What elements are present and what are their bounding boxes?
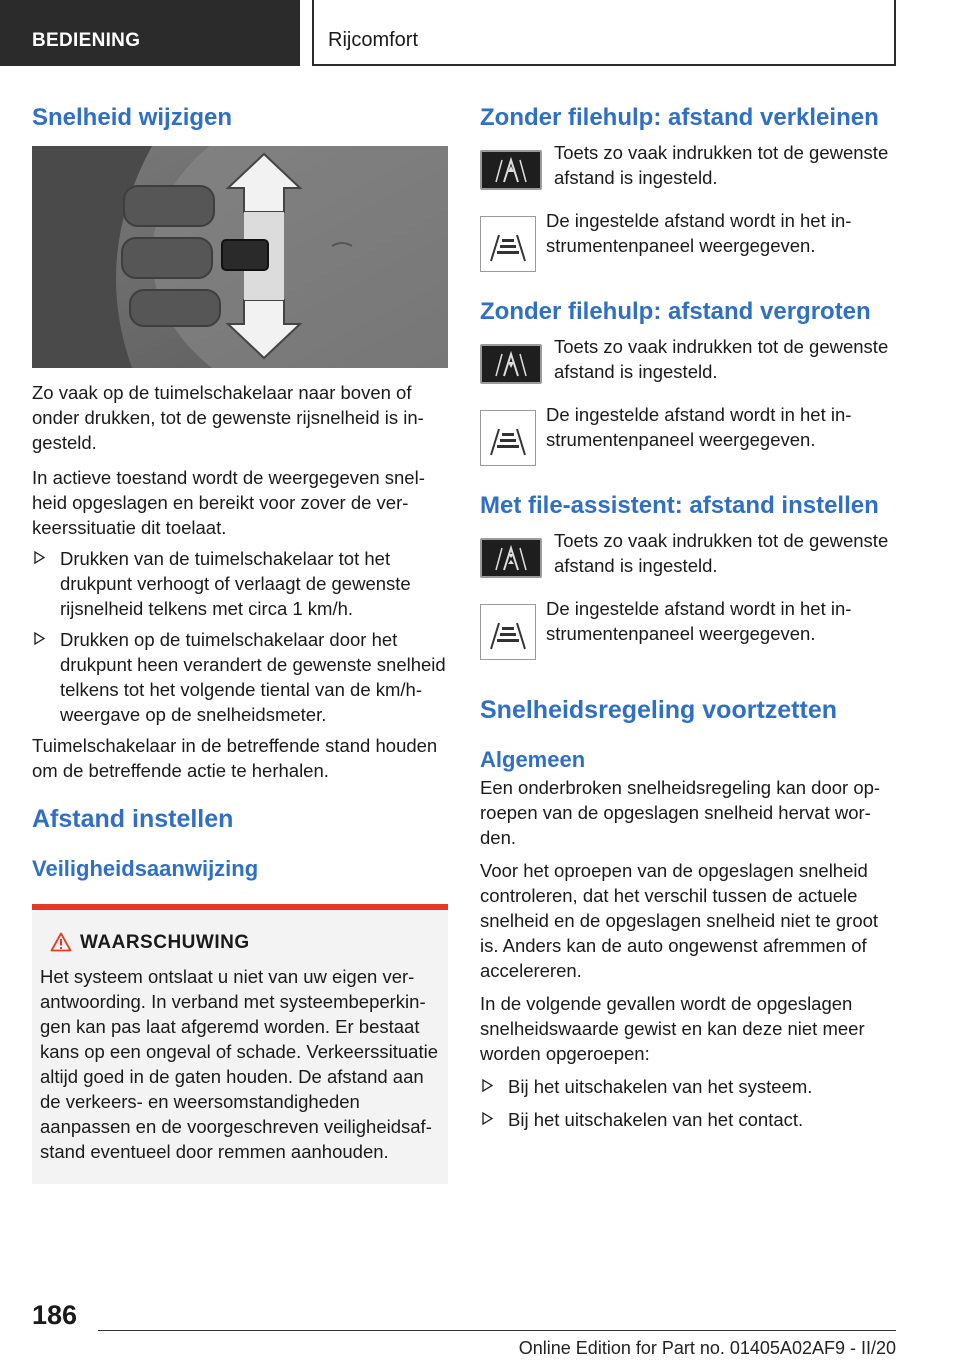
general-paragraph-3: In de volgende gevallen wordt de opgeslagen snelheidswaarde gewist en kan deze niet meer worden opgeroepen: <box>480 993 865 1064</box>
speed-paragraph-3: Tuimelschakelaar in de betreffende stand houden om de betreffende actie te herhalen. <box>32 735 438 781</box>
footer-divider <box>98 1330 896 1331</box>
speed-paragraph-2: In actieve toestand wordt de weergegeven snelheid opgeslagen en bereikt voor zover de verkeerssituatie dit toelaat. <box>32 467 425 538</box>
speed-heading: Snelheid wijzigen <box>32 104 233 131</box>
increase-distance-heading: Zonder filehulp: afstand vergroten <box>480 298 871 325</box>
speed-bullet-2-text: Drukken op de tuimelschakelaar door het drukpunt heen verandert de gewenste snelheid telkens tot het volgende tiental van de km/h-weergave op de snelheidsmeter. <box>60 629 446 725</box>
assistant-button-row <box>480 528 896 594</box>
traffic-assistant-heading: Met file-assistent: afstand instellen <box>480 492 879 519</box>
speed-paragraph-1: Zo vaak op de tuimelschakelaar naar boven of onder drukken, tot de gewenste rijsnelheid is ingesteld. <box>32 382 424 453</box>
assistant-display-row <box>480 596 896 674</box>
distance-display-icon <box>480 604 536 660</box>
general-bullet-1 <box>480 1074 896 1099</box>
increase-display-row <box>480 402 896 480</box>
general-paragraph-1: Een onderbroken snelheidsregeling kan door oproepen van de opgeslagen snelheid hervat worden. <box>480 777 881 848</box>
safety-heading: Veiligheidsaanwijzing <box>32 856 259 881</box>
speed-bullet-1 <box>32 546 448 621</box>
steering-wheel-photo <box>32 146 448 368</box>
distance-setting-button-icon <box>480 538 542 578</box>
general-paragraph-2: Voor het oproepen van de opgeslagen snelheid controleren, dat het verschil tussen de actuele snelheid en de opgeslagen snelheid niet te groot is. Anders kan de auto ongewenst afremmen of accelereren. <box>480 860 879 981</box>
increase-button-row <box>480 334 896 400</box>
steering-wheel-illustration <box>32 146 448 368</box>
header-chapter-box <box>312 0 896 66</box>
increase-button-text: Toets zo vaak indrukken tot de gewenste afstand is ingesteld. <box>554 336 889 382</box>
distance-display-icon <box>480 216 536 272</box>
general-bullet-1-text: Bij het uitschakelen van het systeem. <box>508 1076 813 1097</box>
decrease-button-row <box>480 140 896 206</box>
bullet-triangle-icon <box>34 632 45 645</box>
bullet-triangle-icon <box>34 551 45 564</box>
decrease-distance-heading: Zonder filehulp: afstand verkleinen <box>480 104 879 131</box>
warning-triangle-icon <box>50 932 72 952</box>
speed-bullet-1-text: Drukken van de tuimelschakelaar tot het drukpunt verhoogt of verlaagt de gewenste rijsnelheid telkens met circa 1 km/h. <box>60 548 411 619</box>
bullet-triangle-icon <box>482 1079 493 1092</box>
warning-title-text: WAARSCHUWING <box>80 932 250 953</box>
warning-text: Het systeem ontslaat u niet van uw eigen verantwoording. In verband met systeembeperkingen kan pas laat afgeremd worden. Er bestaat kans op een ongeval of schade. Verkeerssituatie altijd goed in de gaten houden. De afstand aan de verkeers- en weersomstandigheden aanpassen en de voorgeschreven veiligheidsafstand eventueel door remmen aanhouden. <box>40 966 439 1162</box>
increase-display-text: De ingestelde afstand wordt in het instrumentenpaneel weergegeven. <box>546 404 852 450</box>
assistant-button-text: Toets zo vaak indrukken tot de gewenste afstand is ingesteld. <box>554 530 889 576</box>
left-column <box>32 100 448 1184</box>
general-bullet-2-text: Bij het uitschakelen van het contact. <box>508 1109 804 1130</box>
bullet-triangle-icon <box>482 1112 493 1125</box>
footer-edition: Online Edition for Part no. 01405A02AF9 - II/20 <box>518 1338 896 1358</box>
page-number: 186 <box>32 1300 78 1330</box>
assistant-display-text: De ingestelde afstand wordt in het instrumentenpaneel weergegeven. <box>546 598 852 644</box>
right-column <box>480 100 896 1132</box>
warning-title <box>40 930 440 956</box>
general-bullet-2 <box>480 1107 896 1132</box>
decrease-button-text: Toets zo vaak indrukken tot de gewenste afstand is ingesteld. <box>554 142 889 188</box>
general-heading: Algemeen <box>480 747 586 772</box>
distance-decrease-button-icon <box>480 150 542 190</box>
header-chapter-label: Rijcomfort <box>328 29 419 51</box>
decrease-display-text: De ingestelde afstand wordt in het instrumentenpaneel weergegeven. <box>546 210 852 256</box>
distance-heading: Afstand instellen <box>32 805 234 833</box>
decrease-display-row <box>480 208 896 286</box>
distance-increase-button-icon <box>480 344 542 384</box>
speed-bullet-2 <box>32 627 448 727</box>
header-section-label: BEDIENING <box>32 30 141 51</box>
warning-box <box>32 904 448 1184</box>
distance-display-icon <box>480 410 536 466</box>
header-section-tab <box>0 0 300 66</box>
resume-heading: Snelheidsregeling voortzetten <box>480 696 838 724</box>
